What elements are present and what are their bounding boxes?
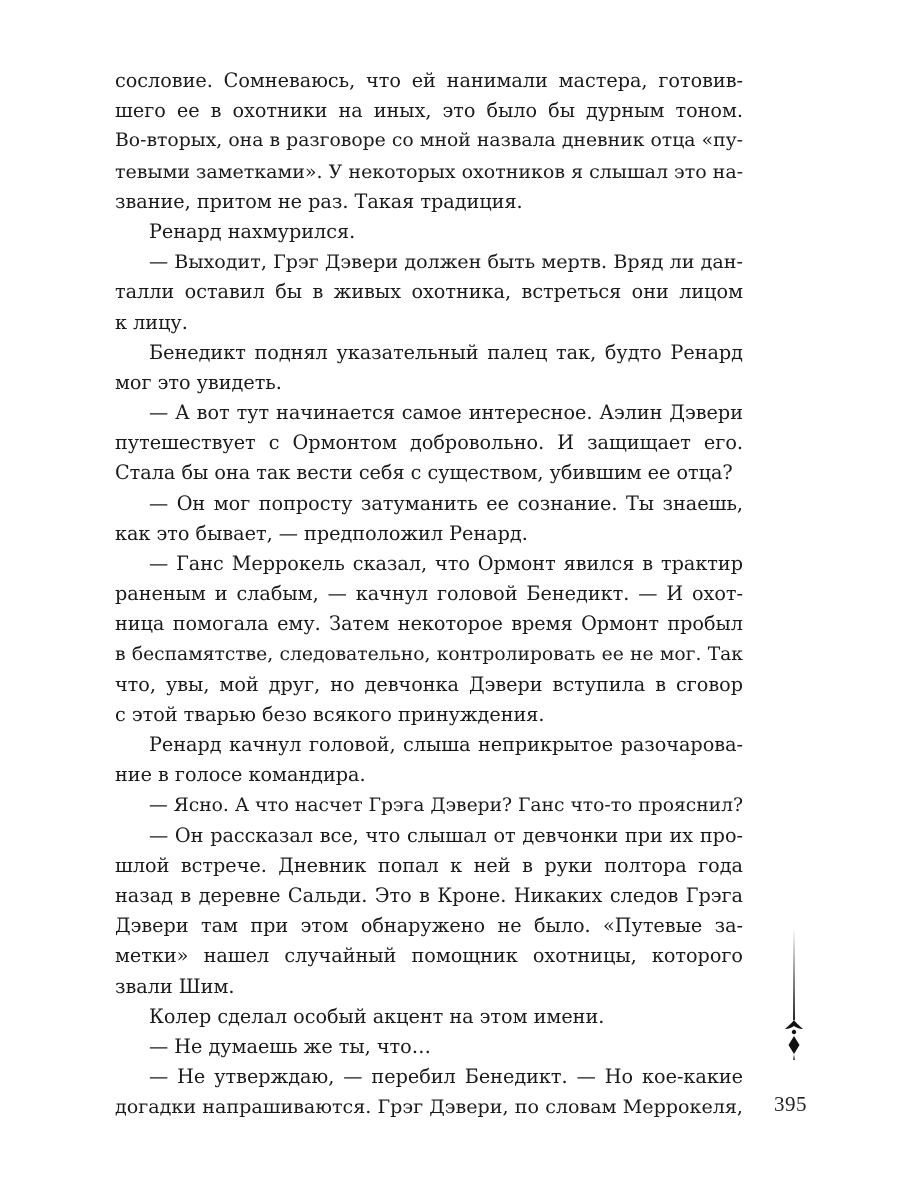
text-line: раненым и слабым, — качнул головой Бенедикт. — И охот- <box>115 582 743 606</box>
text-line: — Не думаешь же ты, что… <box>149 1035 431 1058</box>
text-line: Во-вторых, она в разговоре со мной назвала дневник отца «пу- <box>115 130 743 152</box>
text-line: Колер сделал особый акцент на этом имени. <box>149 1004 605 1028</box>
page-number: 395 <box>774 1092 807 1116</box>
text-line: метки» нашел случайный помощник охотницы, которого <box>115 944 743 968</box>
text-line: Стала бы она так вести себя с существом, убившим ее отца? <box>115 461 733 485</box>
text-line: назад в деревне Сальди. Это в Кроне. Никаких следов Грэга <box>115 884 743 908</box>
text-line: в беспамятстве, следовательно, контролировать ее не мог. Так <box>115 643 743 665</box>
text-line: как это бывает, — предположил Ренард. <box>115 521 528 545</box>
text-line: звали Шим. <box>115 974 235 998</box>
text-line: — А вот тут начинается самое интересное. Аэлин Дэвери <box>149 401 743 425</box>
text-line: звание, притом не раз. Такая традиция. <box>115 189 523 213</box>
text-line: шего ее в охотники на иных, это было бы дурным тоном. <box>115 99 743 123</box>
text-line: — Он рассказал все, что слышал от девчонки при их про- <box>149 823 743 847</box>
text-line: путешествует с Ормонтом добровольно. И защищает его. <box>115 431 743 455</box>
text-line: к лицу. <box>115 310 188 334</box>
text-line: — Выходит, Грэг Дэвери должен быть мертв. Вряд ли дан- <box>149 250 743 274</box>
text-line: мог это увидеть. <box>115 370 282 394</box>
text-line: — Ясно. А что насчет Грэга Дэвери? Ганс что-то прояснил? <box>149 794 743 816</box>
text-line: Дэвери там при этом обнаружено не было. «Путевые за- <box>115 914 743 938</box>
text-line: талли оставил бы в живых охотника, встреться они лицом <box>115 280 743 304</box>
text-line: Ренард нахмурился. <box>149 219 356 243</box>
text-line: Ренард качнул головой, слыша неприкрытое разочарова- <box>149 733 743 757</box>
text-line: с этой тварью безо всякого принуждения. <box>115 702 545 726</box>
text-line: — Ганс Меррокель сказал, что Ормонт явился в трактир <box>149 552 743 575</box>
dagger-ornament-icon <box>779 928 809 1060</box>
text-line: ние в голосе командира. <box>115 763 366 787</box>
text-line: догадки напрашиваются. Грэг Дэвери, по словам Меррокеля, <box>115 1095 743 1119</box>
text-line: Бенедикт поднял указательный палец так, будто Ренард <box>149 340 743 364</box>
text-line: ница помогала ему. Затем некоторое время Ормонт пробыл <box>115 612 743 636</box>
text-line: — Не утверждаю, — перебил Бенедикт. — Но кое-какие <box>149 1065 743 1089</box>
text-line: — Он мог попросту затуманить ее сознание. Ты знаешь, <box>149 491 743 515</box>
body-text <box>115 66 743 1123</box>
text-line: тевыми заметками». У некоторых охотников я слышал это на- <box>115 160 744 183</box>
text-line: сословие. Сомневаюсь, что ей нанимали мастера, готовив- <box>115 69 743 92</box>
text-line: шлой встрече. Дневник попал к ней в руки полтора года <box>115 853 743 877</box>
text-line: что, увы, мой друг, но девчонка Дэвери вступила в сговор <box>115 672 743 696</box>
